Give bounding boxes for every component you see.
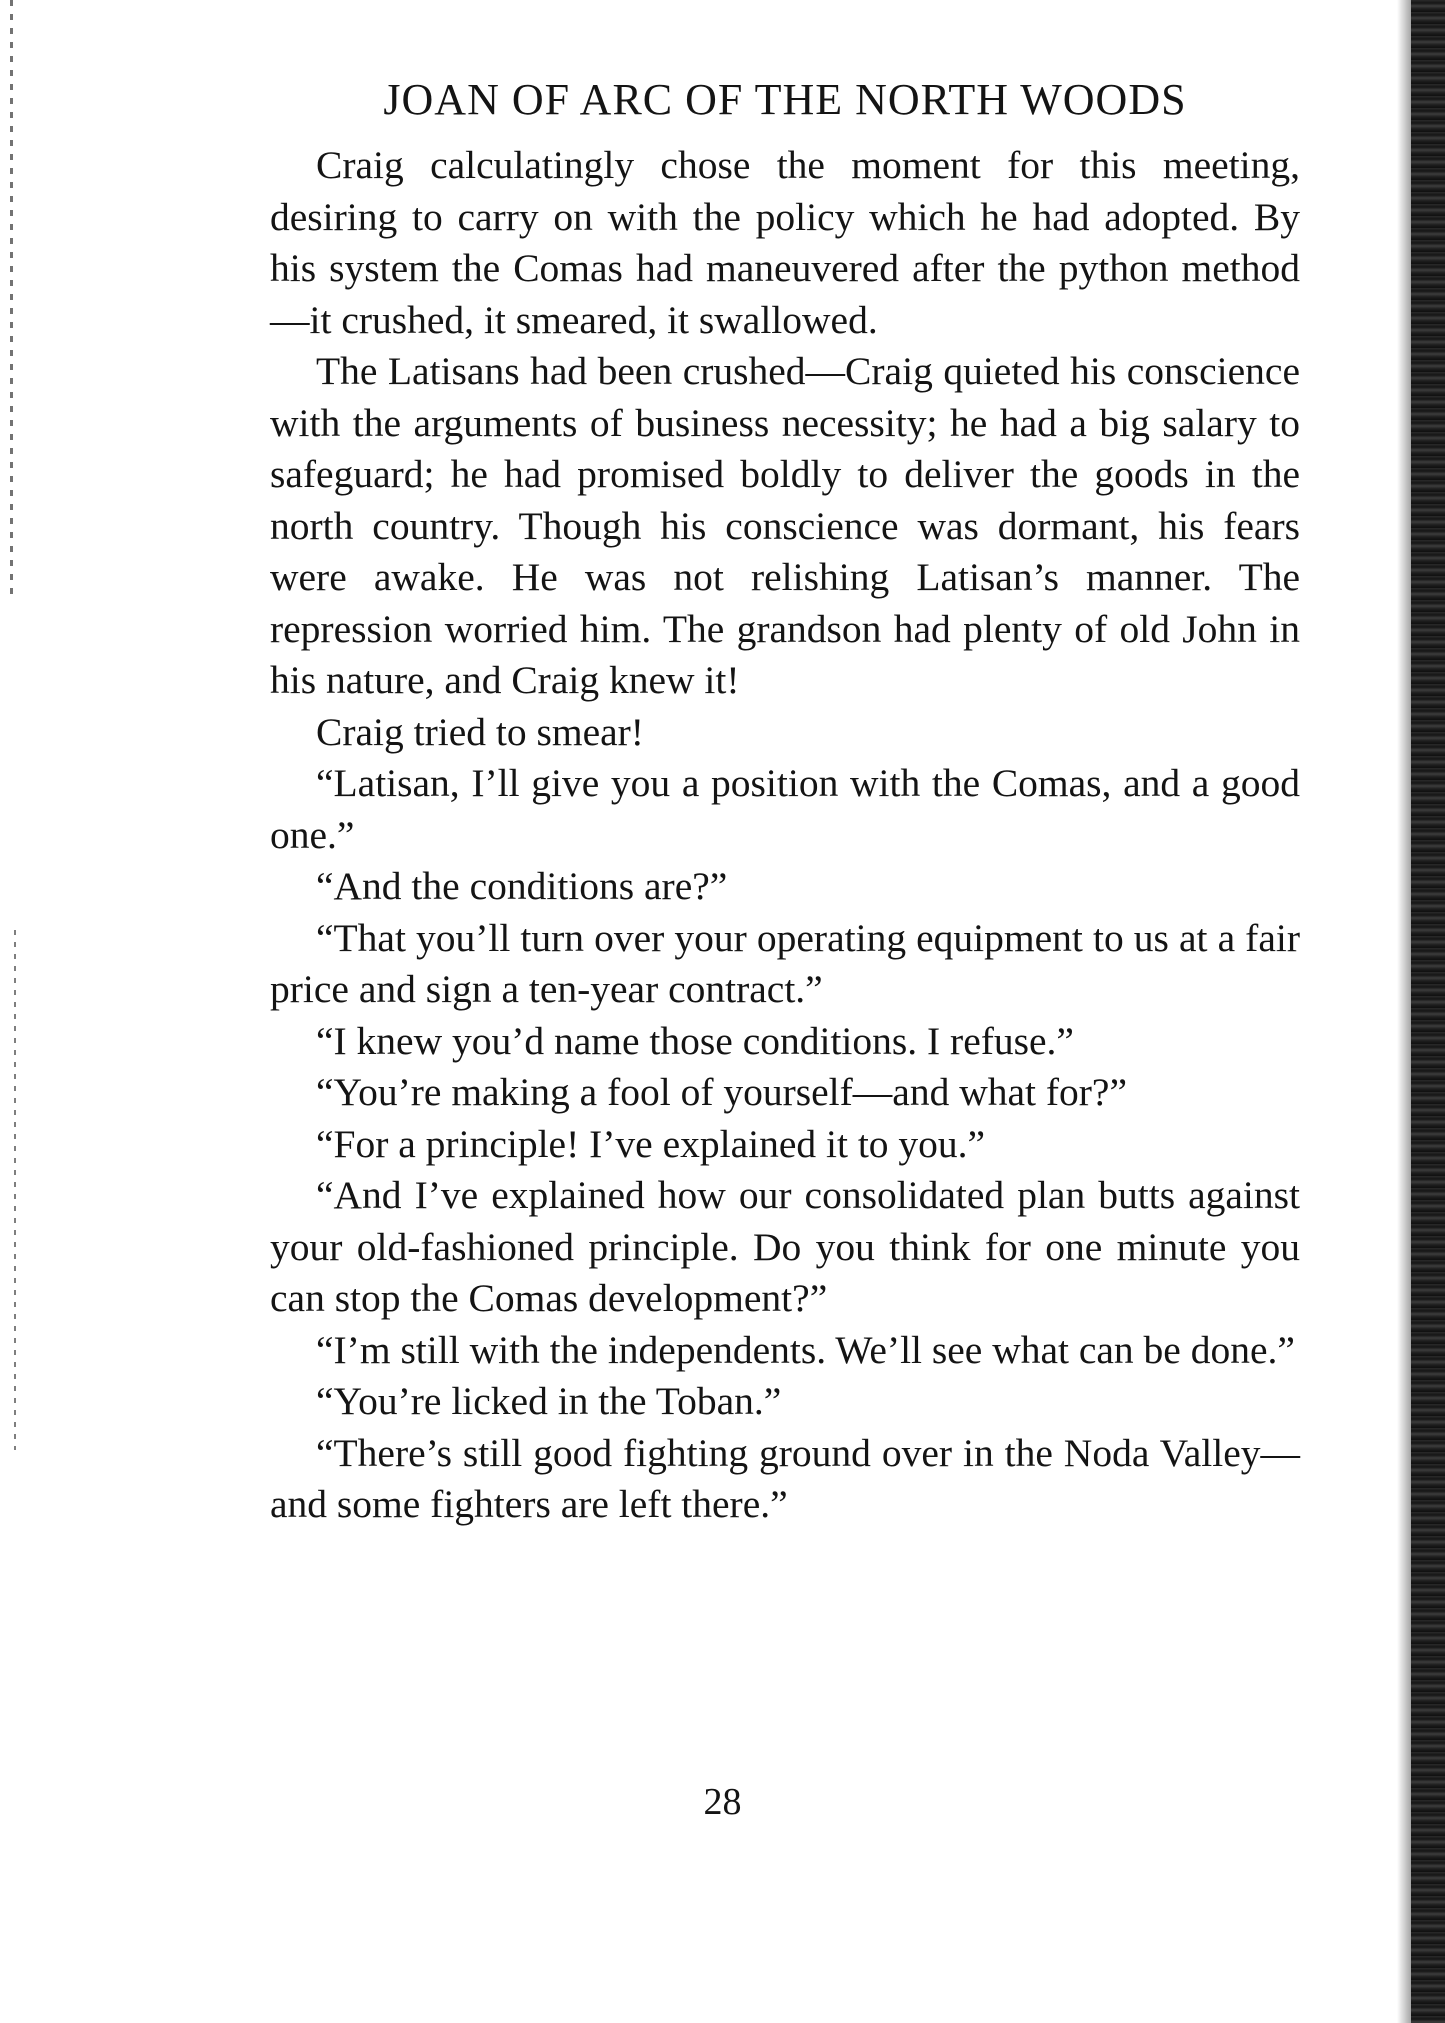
paragraph: The Latisans had been crushed—Craig quieted his conscience with the arguments of business necessity; he had a big salary to safeguard; he had promised boldly to deliver the goods in the north country. Though his conscience was dormant, his fears were awake. He was not relishing Latisan’s manner. The repression worried him. The grandson had plenty of old John in his nature, and Craig knew it!	[270, 349, 1300, 702]
paragraph: “That you’ll turn over your operating equipment to us at a fair price and sign a ten-year contract.”	[270, 915, 1300, 1011]
paragraph: “And I’ve explained how our consolidated plan butts against your old-fashioned principle. Do you think for one minute you can stop the Comas development?”	[270, 1173, 1300, 1320]
paragraph: Craig calculatingly chose the moment for this meeting, desiring to carry on with the policy which he had adopted. By his system the Comas had maneuvered after the python method—it crushed, it smeared, it swallowed.	[270, 143, 1300, 342]
scan-edge-right	[1411, 0, 1445, 2023]
paragraph: “You’re licked in the Toban.”	[316, 1379, 782, 1423]
page-content	[270, 60, 1300, 1531]
binding-shadow	[1397, 0, 1411, 2023]
paragraph: “Latisan, I’ll give you a position with the Comas, and a good one.”	[270, 761, 1300, 857]
page-number: 28	[703, 1781, 742, 1823]
paragraph: Craig tried to smear!	[316, 709, 644, 754]
paragraph: “I’m still with the independents. We’ll see what can be done.”	[316, 1327, 1295, 1372]
paragraph: “For a principle! I’ve explained it to you.”	[316, 1121, 986, 1166]
paragraph: “You’re making a fool of yourself—and what for?”	[316, 1070, 1127, 1114]
running-head: JOAN OF ARC OF THE NORTH WOODS	[383, 75, 1187, 124]
scan-edge-left-lower	[14, 930, 16, 1450]
paragraph: “And the conditions are?”	[316, 864, 728, 908]
paragraph: “I knew you’d name those conditions. I refuse.”	[316, 1018, 1074, 1063]
paragraph: “There’s still good fighting ground over in the Noda Valley—and some fighters are left there.”	[270, 1430, 1300, 1526]
scan-edge-left	[10, 0, 13, 600]
